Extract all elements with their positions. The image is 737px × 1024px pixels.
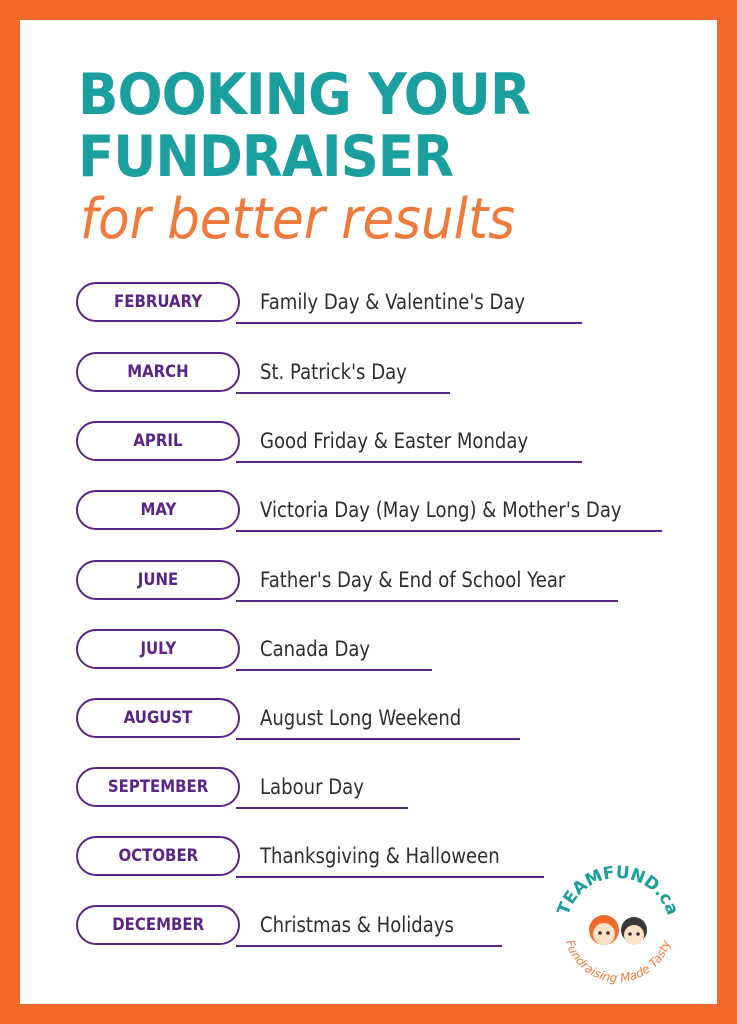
boy-face-icon — [621, 917, 647, 945]
month-label: APRIL — [133, 431, 183, 451]
logo-tagline-text — [563, 937, 674, 985]
holiday-text: August Long Weekend — [260, 706, 462, 730]
month-label: OCTOBER — [118, 846, 198, 866]
logo-brand-text — [554, 863, 683, 918]
logo-brand-path: TEAMFUND.ca — [553, 862, 683, 918]
month-pill — [76, 421, 240, 461]
month-label: AUGUST — [123, 708, 193, 728]
row-underline — [236, 876, 544, 878]
subtitle: for better results — [80, 187, 516, 252]
row-underline — [236, 530, 662, 532]
month-label: DECEMBER — [112, 915, 204, 935]
holiday-text: Father's Day & End of School Year — [260, 568, 566, 592]
poster-card — [20, 20, 717, 1004]
row-underline — [236, 945, 502, 947]
month-pill — [76, 836, 240, 876]
month-label: MAY — [140, 500, 176, 520]
month-pill — [76, 282, 240, 322]
row-underline — [236, 669, 432, 671]
month-pill — [76, 352, 240, 392]
month-pill — [76, 905, 240, 945]
girl-face-icon — [589, 915, 619, 945]
month-pill — [76, 560, 240, 600]
month-label: SEPTEMBER — [107, 777, 209, 797]
title-line-1: BOOKING YOUR — [78, 62, 530, 128]
holiday-text: Good Friday & Easter Monday — [260, 429, 529, 453]
holiday-text: Christmas & Holidays — [260, 913, 454, 937]
row-underline — [236, 461, 582, 463]
title-line-2: FUNDRAISER — [78, 124, 454, 190]
month-pill — [76, 698, 240, 738]
holiday-text: Labour Day — [260, 775, 364, 799]
month-label: FEBRUARY — [113, 292, 203, 312]
logo-tagline-path: Fundraising Made Tasty — [562, 938, 674, 986]
row-underline — [236, 807, 408, 809]
month-pill — [76, 490, 240, 530]
holiday-text: Family Day & Valentine's Day — [260, 290, 526, 314]
month-label: MARCH — [127, 362, 189, 382]
row-underline — [236, 392, 450, 394]
month-label: JULY — [140, 639, 176, 659]
holiday-text: St. Patrick's Day — [260, 360, 407, 384]
holiday-text: Canada Day — [260, 637, 371, 661]
month-pill — [76, 629, 240, 669]
month-label: JUNE — [137, 570, 179, 590]
row-underline — [236, 600, 618, 602]
row-underline — [236, 322, 582, 324]
holiday-text: Victoria Day (May Long) & Mother's Day — [260, 498, 622, 522]
teamfund-logo — [548, 858, 688, 998]
row-underline — [236, 738, 520, 740]
month-pill — [76, 767, 240, 807]
holiday-text: Thanksgiving & Halloween — [260, 844, 500, 868]
